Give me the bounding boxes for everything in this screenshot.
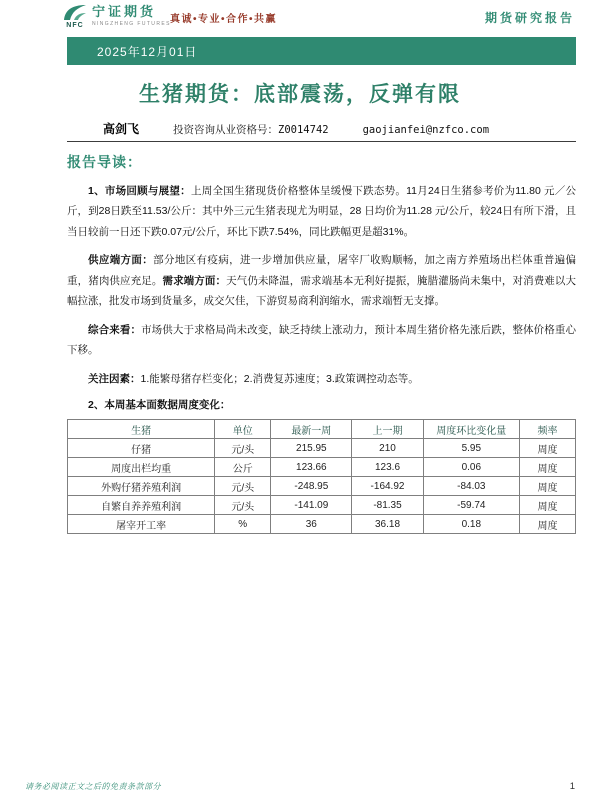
table-cell: 210 xyxy=(352,439,423,458)
table-cell: -84.03 xyxy=(423,477,520,496)
table-cell: -248.95 xyxy=(271,477,352,496)
paragraph-lead: 供应端方面： xyxy=(88,254,154,267)
table-cell: -81.35 xyxy=(352,496,423,515)
date-banner xyxy=(67,37,576,65)
table-cell: 外购仔猪养殖利润 xyxy=(68,477,215,496)
section-weekly-data-heading: 2、本周基本面数据周度变化： xyxy=(88,399,231,412)
table-cell: 周度 xyxy=(520,496,576,515)
paragraph-text: 1.能繁母猪存栏变化；2.消费复苏速度；3.政策调控动态等。 xyxy=(140,372,419,385)
brand-leaf-icon xyxy=(63,4,87,21)
weekly-data-table xyxy=(67,419,576,534)
table-cell: 0.18 xyxy=(423,515,520,534)
table-cell: 周度 xyxy=(520,458,576,477)
table-cell: 36.18 xyxy=(352,515,423,534)
page-number: 1 xyxy=(569,781,575,792)
paragraph-lead: 1、市场回顾与展望： xyxy=(88,185,191,197)
author-name: 高剑飞 xyxy=(103,122,140,136)
table-cell: -59.74 xyxy=(423,496,520,515)
paragraph-lead: 关注因素： xyxy=(88,372,141,385)
table-header-cell: 周度环比变化量 xyxy=(423,420,520,439)
report-title: 生猪期货：底部震荡，反弹有限 xyxy=(139,82,461,106)
table-cell: 123.6 xyxy=(352,458,423,477)
table-cell: 元/头 xyxy=(215,496,271,515)
paragraph-text: 部分地区有疫病，进一步增加供应量，屠宰厂收购顺畅，加之南方养殖场出栏体重普遍偏重，猪肉供应充足。 xyxy=(67,254,577,287)
company-slogan: 真诚•专业•合作•共赢 xyxy=(170,14,278,25)
logo-mark xyxy=(63,4,87,29)
paragraph-watch-factors xyxy=(67,369,576,389)
company-logo xyxy=(63,4,171,29)
author-row xyxy=(103,120,570,137)
paragraph-supply-demand xyxy=(67,250,576,311)
header-divider xyxy=(67,141,576,142)
table-cell: 周度出栏均重 xyxy=(68,458,215,477)
paragraph-lead: 综合来看： xyxy=(88,323,142,336)
report-date: 2025年12月01日 xyxy=(97,44,198,59)
table-cell: 周度 xyxy=(520,477,576,496)
paragraph-text: 市场供大于求格局尚未改变，缺乏持续上涨动力，预计本周生猪价格先涨后跌，整体价格重心下移。 xyxy=(67,323,577,357)
brand-abbr: NFC xyxy=(66,22,84,29)
logo-text xyxy=(92,4,171,27)
table-cell: 公斤 xyxy=(215,458,271,477)
table-cell: 元/头 xyxy=(215,439,271,458)
table-row xyxy=(68,496,576,515)
table-cell: 0.06 xyxy=(423,458,520,477)
table-cell: 仔猪 xyxy=(68,439,215,458)
table-row xyxy=(68,515,576,534)
table-header-cell: 生猪 xyxy=(68,420,215,439)
table-cell: -164.92 xyxy=(352,477,423,496)
table-cell: 元/头 xyxy=(215,477,271,496)
paragraph-text: 上周全国生猪现货价格整体呈缓慢下跌态势。11月24日生猪参考价为11.80 元／公斤，到28日跌至11.53/公斤：其中外三元生猪表现尤为明显，28 日均价为11.28 元/公斤，较24日有所下滑，且当日较前一日还下跌0.07元/公斤，环比下跌7.54%，同比跌幅更是超31%。 xyxy=(67,185,576,238)
table-cell: 5.95 xyxy=(423,439,520,458)
brand-name: 宁证期货 xyxy=(92,4,157,19)
table-cell: 周度 xyxy=(520,439,576,458)
table-cell: 屠宰开工率 xyxy=(68,515,215,534)
table-row xyxy=(68,477,576,496)
table-header-cell: 上一期 xyxy=(352,420,423,439)
table-row xyxy=(68,458,576,477)
table-cell: 36 xyxy=(271,515,352,534)
table-cell: 自繁自养养殖利润 xyxy=(68,496,215,515)
page-footer xyxy=(25,781,575,792)
table-cell: -141.09 xyxy=(271,496,352,515)
table-cell: 123.66 xyxy=(271,458,352,477)
table-cell: % xyxy=(215,515,271,534)
table-header-row xyxy=(68,420,576,439)
author-email: gaojianfei@nzfco.com xyxy=(362,124,490,136)
disclaimer-text: 请务必阅读正文之后的免责条款部分 xyxy=(25,782,161,791)
table-cell: 215.95 xyxy=(271,439,352,458)
table-cell: 周度 xyxy=(520,515,576,534)
paragraph-text: 天气仍未降温，需求端基本无利好提振，腌腊灌肠尚未集中，对消费难以大幅拉涨，批发市场到货量多，成交欠佳，下游贸易商利润缩水，需求端暂无支撑。 xyxy=(67,274,577,308)
guide-heading: 报告导读： xyxy=(67,156,142,171)
report-type-label: 期货研究报告 xyxy=(484,11,575,25)
table-header-cell: 单位 xyxy=(215,420,271,439)
paragraph-market-review xyxy=(67,181,576,242)
author-qualification: 投资咨询从业资格号：Z0014742 xyxy=(173,124,329,136)
report-body xyxy=(67,152,576,534)
paragraph-lead: 需求端方面： xyxy=(162,274,227,287)
brand-subtitle: NINGZHENG FUTURES xyxy=(92,20,171,27)
table-header-cell: 最新一周 xyxy=(271,420,352,439)
paragraph-summary xyxy=(67,320,576,361)
table-header-cell: 频率 xyxy=(520,420,576,439)
table-row xyxy=(68,439,576,458)
